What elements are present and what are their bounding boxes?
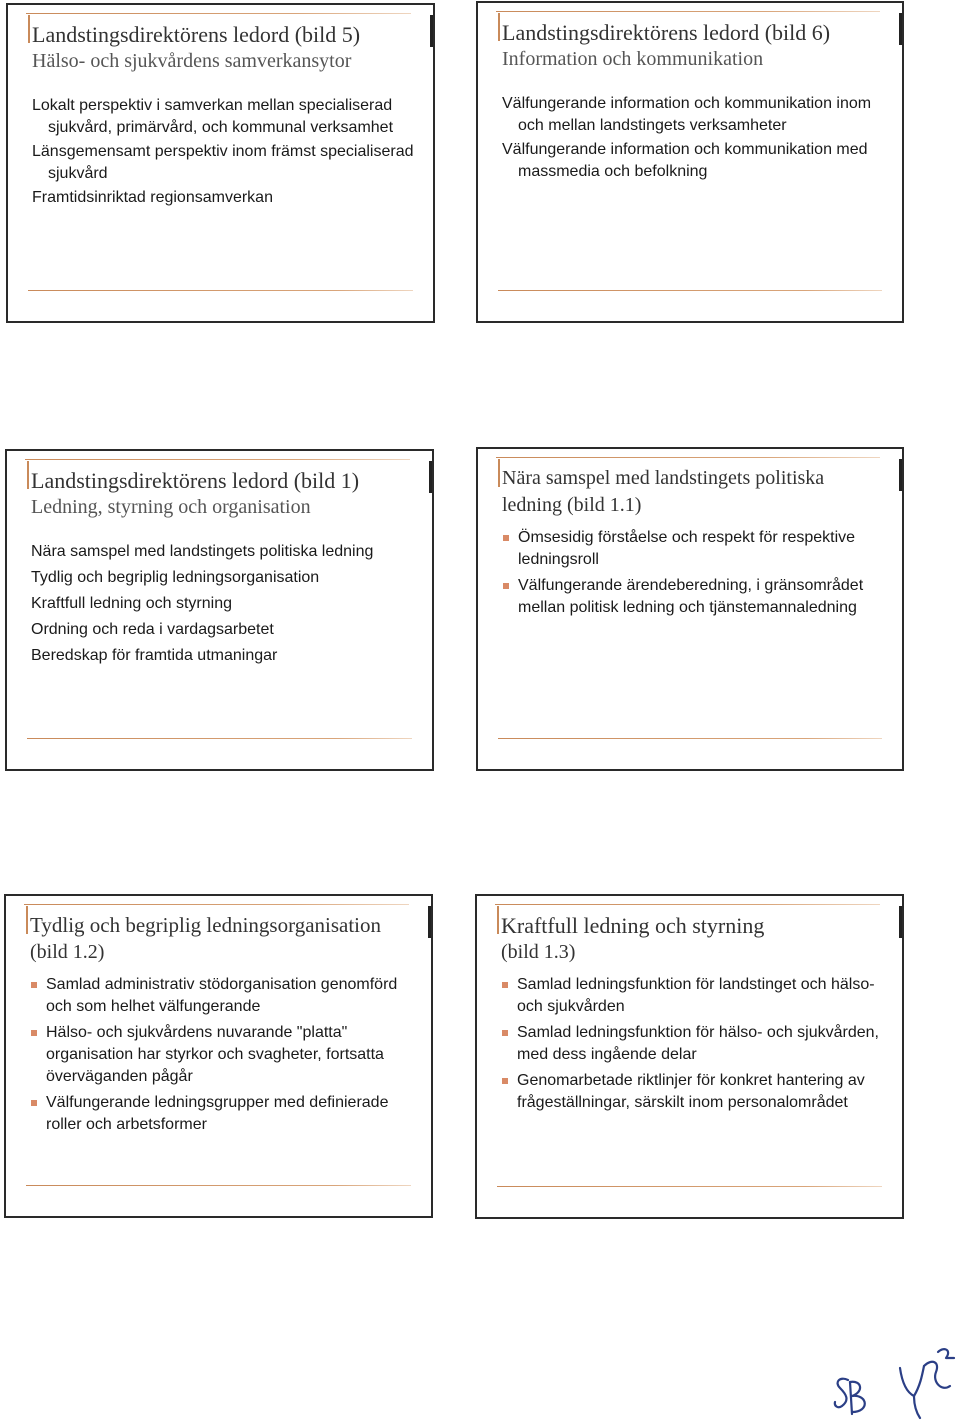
slide-bottom-rule [27,738,412,739]
slide-title [501,912,888,966]
slide-edge-mark [429,461,432,493]
slide-bild-5 [6,3,435,323]
slide-top-rule [496,457,880,458]
slide-accent-bar [28,15,30,43]
slide-content [502,93,888,185]
list-item: Välfungerande ledningsgrupper med definierade roller och arbetsformer [30,1092,417,1136]
slide-bild-1-3 [475,894,904,1219]
slide-title [30,912,417,966]
handwritten-signature [828,1342,958,1422]
slide-top-rule [25,459,410,460]
list-item: Välfungerande information och kommunikation inom och mellan landstingets verksamheter [502,95,872,134]
slide-content [30,974,417,1140]
slide-subtitle: (bild 1.3) [501,941,576,963]
slide-bild-1-2 [4,894,433,1218]
slide-bottom-rule [498,290,882,291]
list-item: Genomarbetade riktlinjer för konkret hantering av frågeställningar, särskilt inom personalområdet [501,1070,888,1114]
slide-content [502,527,888,623]
list-item: Ordning och reda i vardagsarbetet [31,621,274,638]
list-item: Samlad administrativ stödorganisation genomförd och som helhet välfungerande [30,974,417,1018]
slide-accent-bar [27,461,29,489]
slide-accent-bar [498,459,500,487]
slide-content [32,95,419,211]
slide-edge-mark [899,459,902,491]
slide-accent-bar [498,13,500,41]
list-item: Kraftfull ledning och styrning [31,595,232,612]
slide-subtitle: (bild 1.2) [30,941,105,963]
slide-edge-mark [430,15,433,47]
slide-title-text: Landstingsdirektörens ledord (bild 5) [32,22,361,47]
slide-title-text: Landstingsdirektörens ledord (bild 6) [502,20,831,45]
slide-content [501,974,888,1118]
list-item: Ömsesidig förståelse och respekt för respektive ledningsroll [502,527,888,571]
slide-title [502,19,888,73]
list-item: Nära samspel med landstingets politiska ledning [31,543,374,560]
slide-bottom-rule [497,1186,882,1187]
slide-bild-6 [476,1,904,323]
slide-bild-1-1 [476,447,904,771]
list-item: Välfungerande ärendeberedning, i gränsområdet mellan politisk ledning och tjänstemannaledning [502,575,888,619]
slide-subtitle: Hälso- och sjukvårdens samverkansytor [32,50,352,72]
slide-title [32,21,419,75]
list-item: Framtidsinriktad regionsamverkan [32,189,273,206]
list-item: Hälso- och sjukvårdens nuvarande "platta" organisation har styrkor och svagheter, fortsatta överväganden pågår [30,1022,417,1088]
slide-bottom-rule [26,1185,411,1186]
slide-title [31,467,418,521]
slide-accent-bar [26,906,28,934]
slide-bottom-rule [28,290,413,291]
list-item: Beredskap för framtida utmaningar [31,647,278,664]
slide-bottom-rule [498,738,882,739]
slide-top-rule [495,904,880,905]
list-item: Samlad ledningsfunktion för landstinget och hälso- och sjukvården [501,974,888,1018]
slide-title-text: Landstingsdirektörens ledord (bild 1) [31,468,360,493]
list-item: Samlad ledningsfunktion för hälso- och sjukvården, med dess ingående delar [501,1022,888,1066]
slide-top-rule [496,11,880,12]
slide-title-text: Tydlig och begriplig ledningsorganisation [30,913,382,937]
slide-edge-mark [899,906,902,938]
slide-content [31,541,418,671]
slide-accent-bar [497,906,499,934]
slide-subtitle: Ledning, styrning och organisation [31,496,311,518]
slide-title-text: Nära samspel med landstingets politiska [502,467,825,489]
slide-top-rule [24,904,409,905]
slide-subtitle: ledning (bild 1.1) [502,494,642,516]
list-item: Välfungerande information och kommunikation med massmedia och befolkning [502,141,868,180]
slide-subtitle: Information och kommunikation [502,48,764,70]
list-item: Lokalt perspektiv i samverkan mellan specialiserad sjukvård, primärvård, och kommunal verksamhet [32,97,394,136]
slide-bild-1 [5,449,434,771]
slide-top-rule [26,13,411,14]
slide-edge-mark [428,906,431,938]
slide-title-text: Kraftfull ledning och styrning [501,913,765,938]
slide-edge-mark [899,13,902,45]
list-item: Länsgemensamt perspektiv inom främst specialiserad sjukvård [32,143,414,182]
list-item: Tydlig och begriplig ledningsorganisation [31,569,320,586]
slide-title [502,465,888,519]
